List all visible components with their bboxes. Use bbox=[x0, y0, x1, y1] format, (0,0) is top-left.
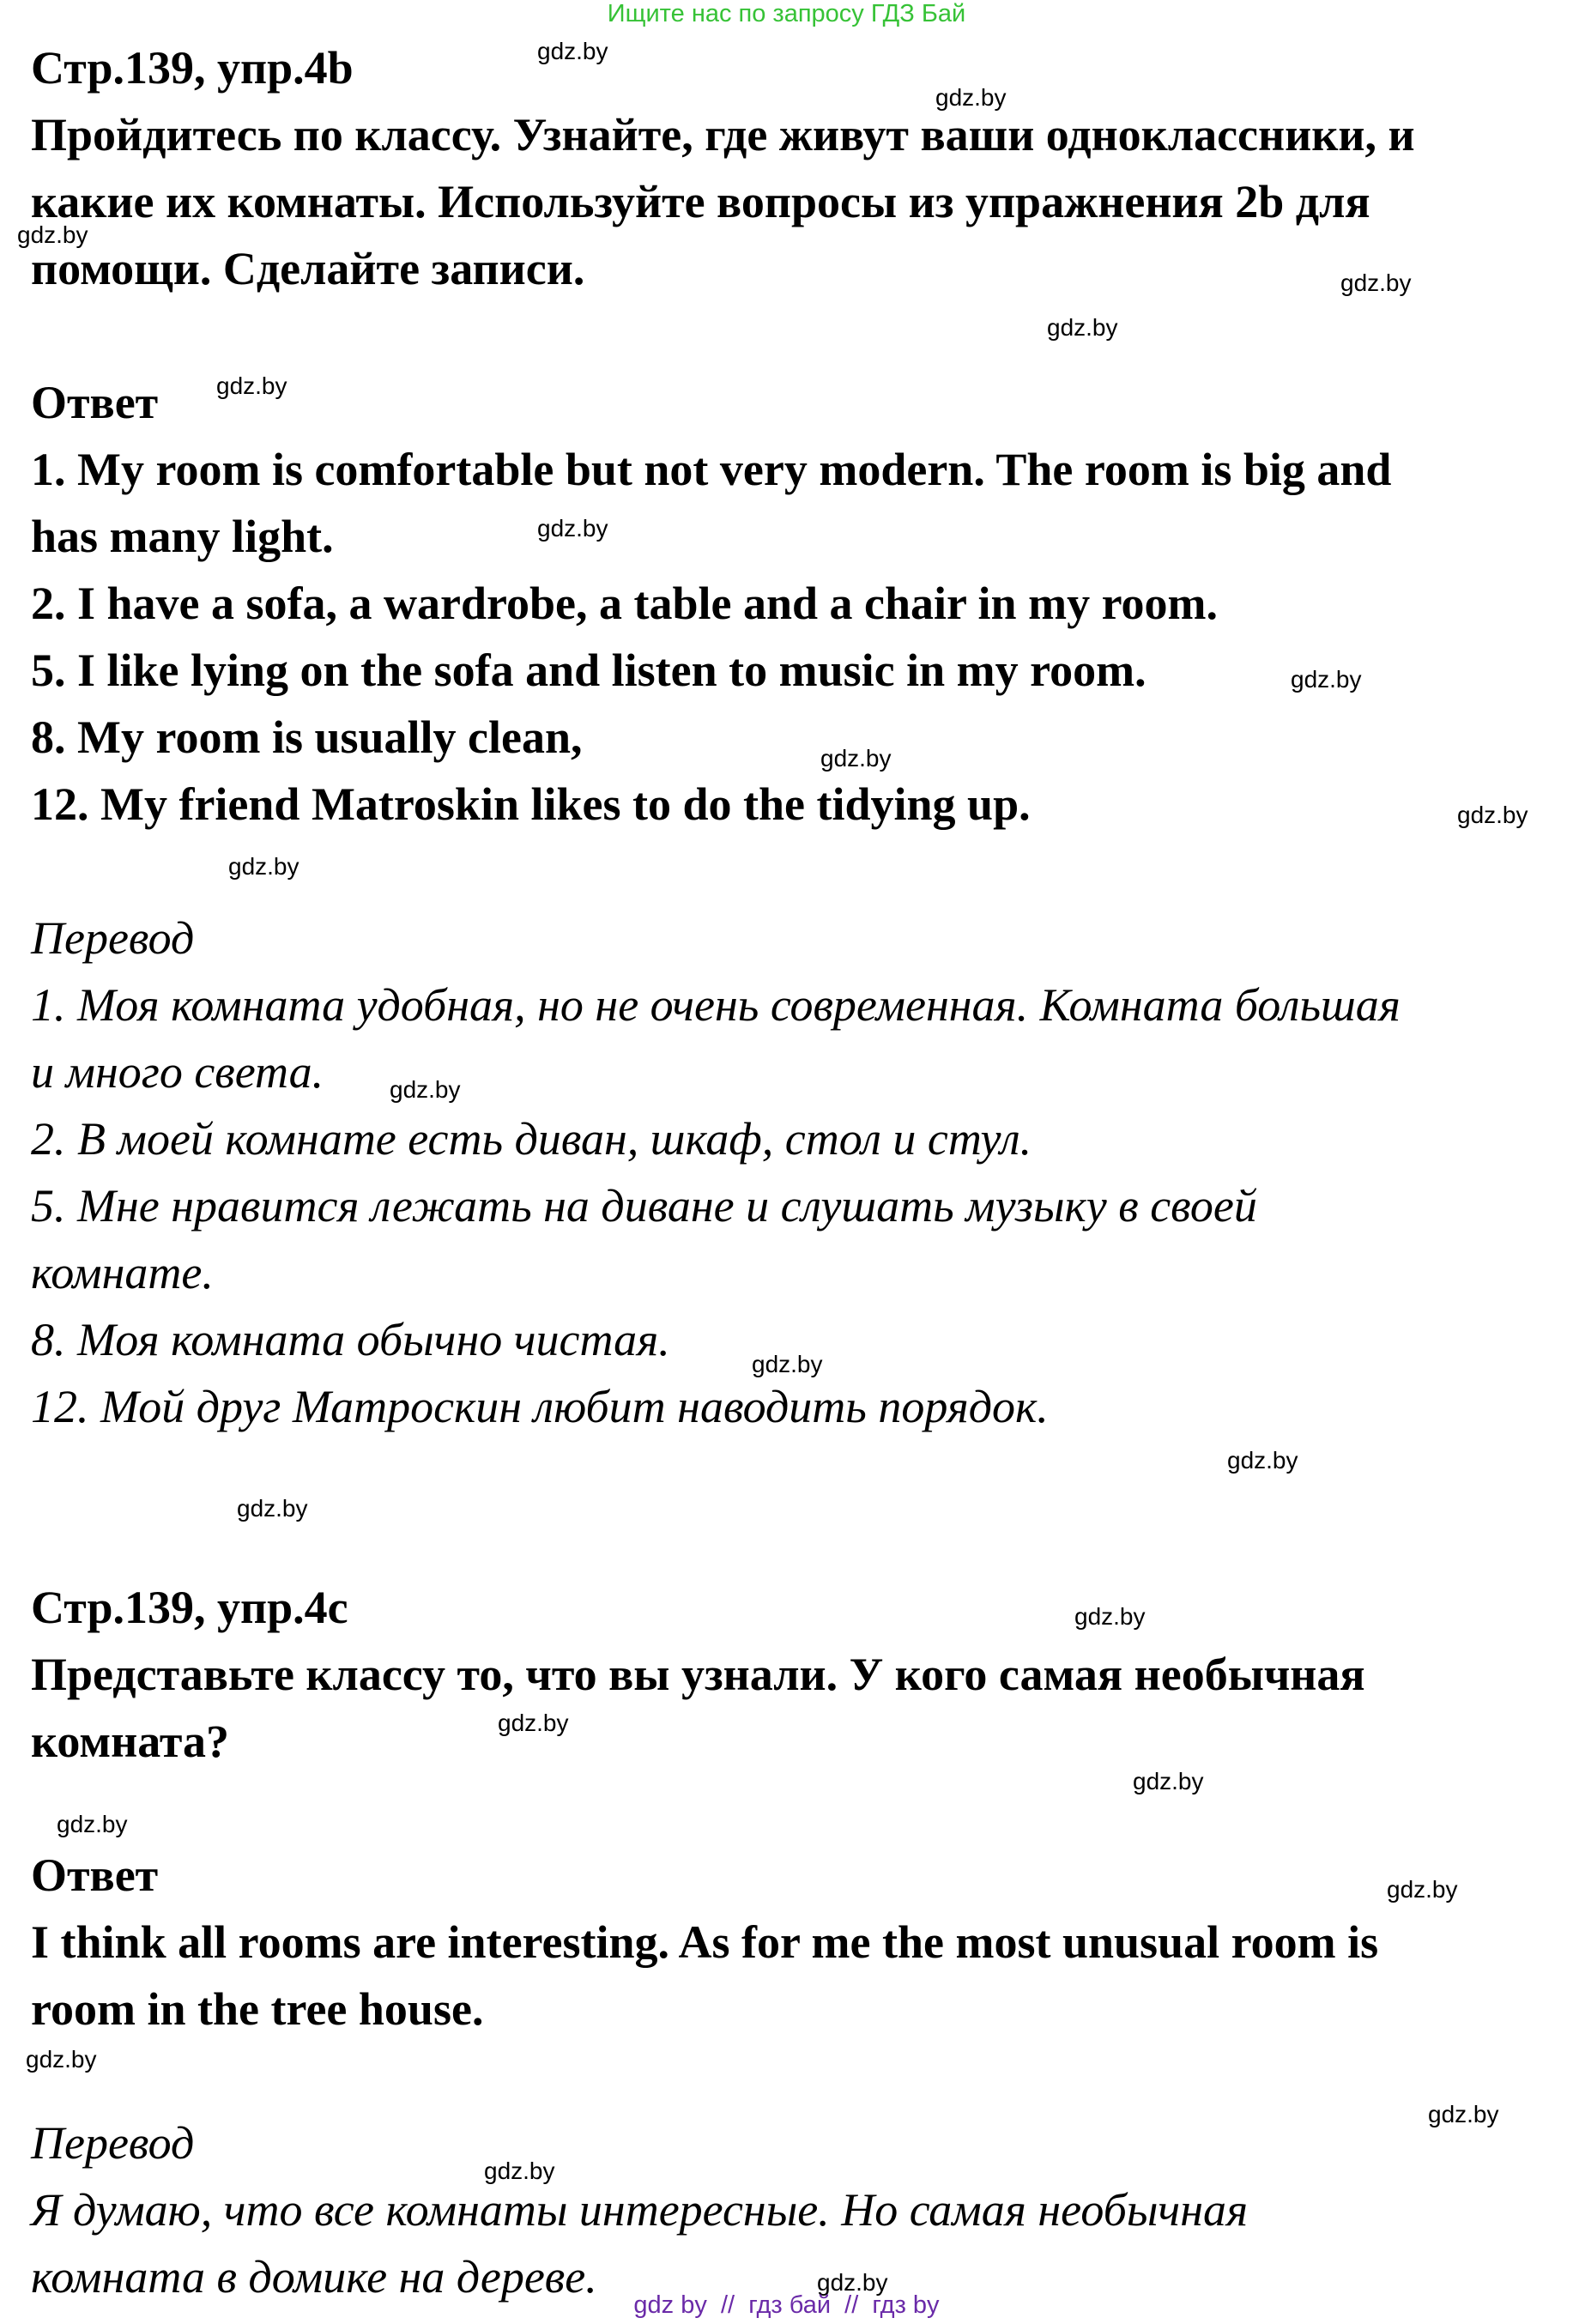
section1-translation-line: 8. Моя комната обычно чистая. bbox=[31, 1314, 670, 1365]
watermark: gdz.by bbox=[752, 1351, 823, 1377]
section1-translation-line: 1. Моя комната удобная, но не очень современная. Комната большая bbox=[31, 979, 1401, 1031]
section1-answer-line: has many light. bbox=[31, 511, 334, 562]
watermark: gdz.by bbox=[1047, 314, 1118, 341]
section2-answer-label: Ответ bbox=[31, 1849, 159, 1901]
section1-task-line: какие их комнаты. Используйте вопросы из упражнения 2b для bbox=[31, 176, 1370, 227]
watermark: gdz.by bbox=[228, 853, 299, 880]
watermark: gdz.by bbox=[1227, 1447, 1298, 1474]
watermark: gdz.by bbox=[17, 221, 88, 248]
section1-answer-line: 5. I like lying on the sofa and listen to music in my room. bbox=[31, 645, 1146, 696]
watermark: gdz.by bbox=[216, 372, 287, 399]
watermark: gdz.by bbox=[537, 515, 608, 542]
watermark: gdz.by bbox=[1291, 666, 1362, 693]
section1-translation-line: и много света. bbox=[31, 1046, 324, 1098]
section1-translation-line: 2. В моей комнате есть диван, шкаф, стол и стул. bbox=[31, 1113, 1032, 1165]
section2-translation-line: Я думаю, что все комнаты интересные. Но самая необычная bbox=[31, 2184, 1249, 2236]
section2-translation-label: Перевод bbox=[31, 2117, 195, 2169]
section1-translation-line: комнате. bbox=[31, 1247, 214, 1298]
section1-answer-line: 2. I have a sofa, a wardrobe, a table and a chair in my room. bbox=[31, 578, 1219, 629]
section2-task-line: комната? bbox=[31, 1716, 230, 1767]
watermark: gdz.by bbox=[1133, 1768, 1204, 1794]
watermark: gdz.by bbox=[484, 2158, 555, 2184]
watermark: gdz.by bbox=[1340, 269, 1412, 296]
watermark: gdz.by bbox=[537, 38, 608, 64]
watermark: gdz.by bbox=[237, 1495, 308, 1522]
footer-links: gdz by // гдз бай // гдз by bbox=[633, 2291, 940, 2319]
section1-answer-line: 1. My room is comfortable but not very modern. The room is big and bbox=[31, 444, 1392, 495]
watermark: gdz.by bbox=[57, 1811, 128, 1837]
watermark: gdz.by bbox=[498, 1710, 569, 1736]
section2-answer-line: room in the tree house. bbox=[31, 1983, 484, 2035]
section2-translation-line: комната в домике на дереве. bbox=[31, 2251, 597, 2303]
top-banner: Ищите нас по запросу ГДЗ Бай bbox=[607, 0, 966, 27]
section2-task-line: Представьте классу то, что вы узнали. У кого самая необычная bbox=[31, 1649, 1365, 1700]
watermark: gdz.by bbox=[1387, 1876, 1458, 1903]
section2-heading: Стр.139, упр.4c bbox=[31, 1582, 348, 1633]
watermark: gdz.by bbox=[1074, 1603, 1146, 1630]
section1-translation-label: Перевод bbox=[31, 912, 195, 964]
section1-translation-line: 5. Мне нравится лежать на диване и слушать музыку в своей bbox=[31, 1180, 1257, 1232]
watermark: gdz.by bbox=[1428, 2101, 1499, 2127]
section1-answer-label: Ответ bbox=[31, 377, 159, 428]
section1-task-line: помощи. Сделайте записи. bbox=[31, 243, 585, 294]
watermark: gdz.by bbox=[935, 84, 1007, 111]
watermark: gdz.by bbox=[1457, 802, 1528, 828]
section1-heading: Стр.139, упр.4b bbox=[31, 42, 354, 94]
watermark: gdz.by bbox=[817, 2269, 888, 2296]
section1-answer-line: 8. My room is usually clean, bbox=[31, 711, 583, 763]
section2-answer-line: I think all rooms are interesting. As for me the most unusual room is bbox=[31, 1916, 1379, 1968]
watermark: gdz.by bbox=[390, 1076, 461, 1103]
watermark: gdz.by bbox=[820, 745, 892, 772]
section1-task-line: Пройдитесь по классу. Узнайте, где живут ваши одноклассники, и bbox=[31, 109, 1415, 160]
watermark: gdz.by bbox=[26, 2046, 97, 2073]
section1-translation-line: 12. Мой друг Матроскин любит наводить порядок. bbox=[31, 1381, 1049, 1432]
section1-answer-line: 12. My friend Matroskin likes to do the tidying up. bbox=[31, 778, 1031, 830]
